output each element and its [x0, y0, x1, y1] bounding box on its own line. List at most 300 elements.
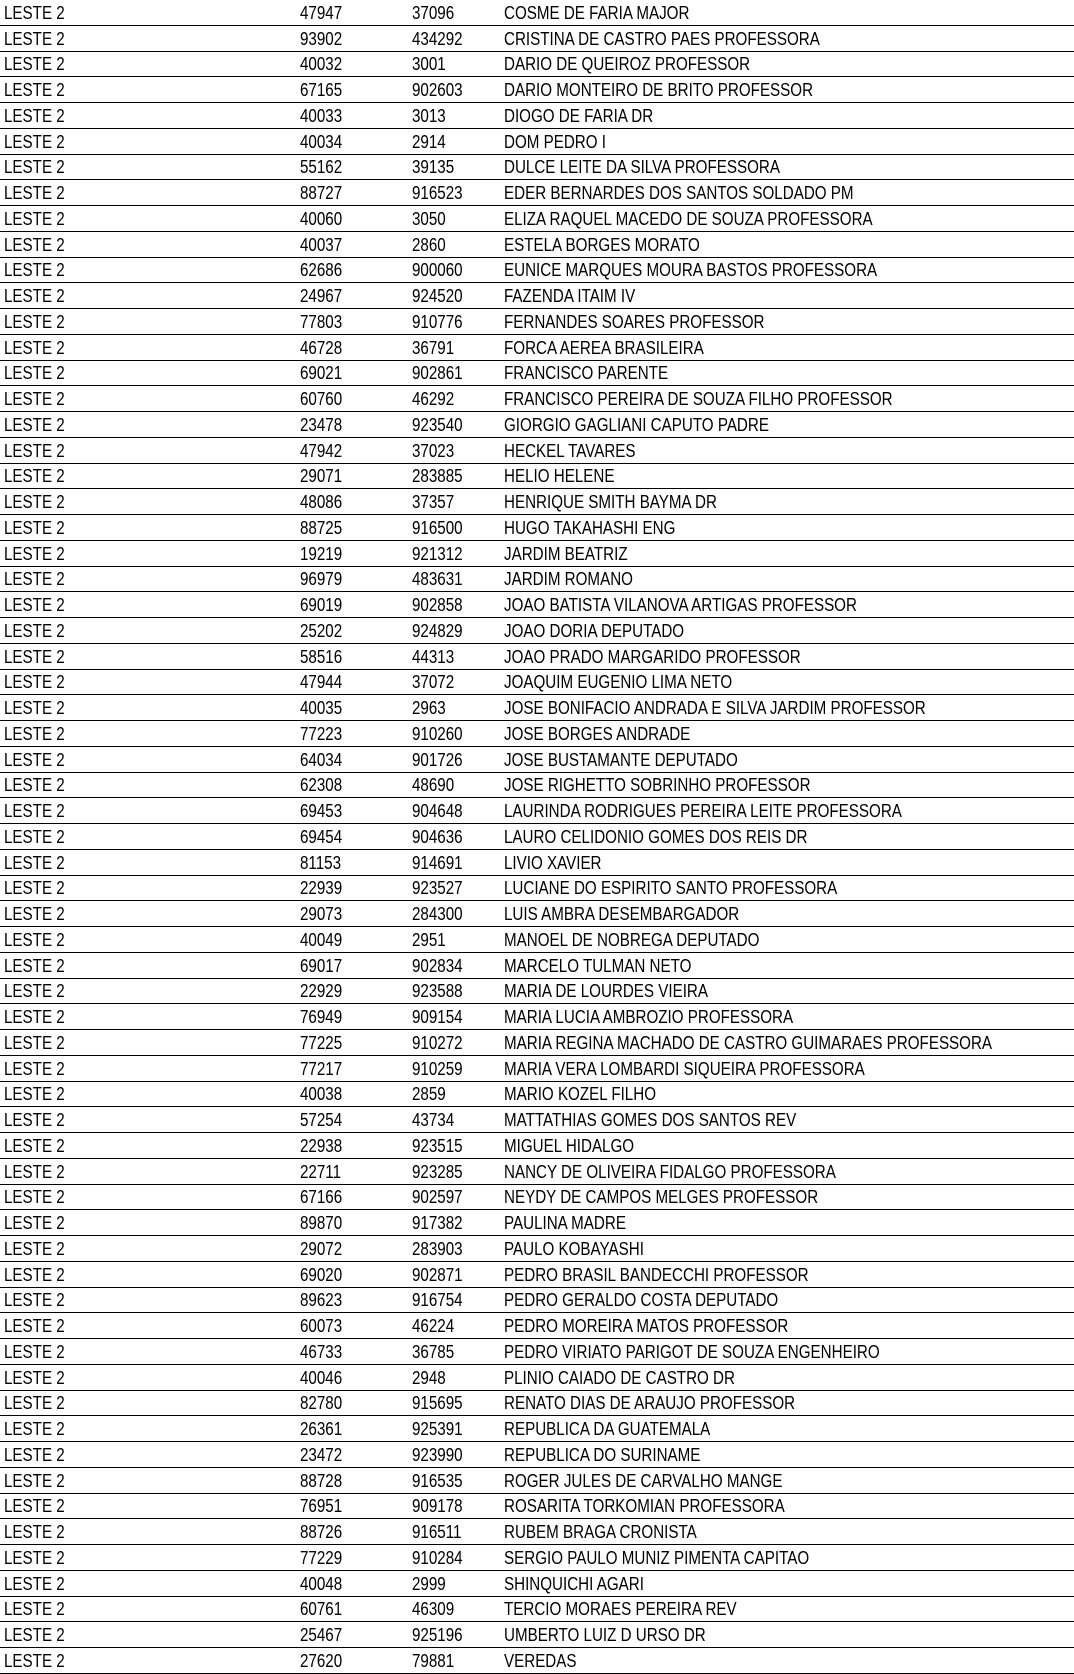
region-text: LESTE 2 [4, 903, 65, 925]
table-row [0, 1493, 1074, 1519]
school-name-cell [500, 1030, 1074, 1056]
region-cell [0, 1339, 296, 1365]
code-cell [296, 1081, 408, 1107]
code-cell [296, 334, 408, 360]
school-name-cell [500, 180, 1074, 206]
code-cell [296, 1390, 408, 1416]
school-name-cell [500, 0, 1074, 25]
id-cell [408, 180, 500, 206]
school-name-text: FRANCISCO PARENTE [504, 362, 669, 384]
table-row [0, 1081, 1074, 1107]
code-text: 82780 [300, 1392, 343, 1414]
id-text: 923540 [412, 413, 463, 435]
code-text: 24967 [300, 285, 343, 307]
region-cell [0, 463, 296, 489]
school-name-cell [500, 1622, 1074, 1648]
code-cell [296, 1313, 408, 1339]
code-cell [296, 463, 408, 489]
school-name-cell [500, 901, 1074, 927]
code-cell [296, 1236, 408, 1262]
school-name-cell [500, 309, 1074, 335]
table-row [0, 463, 1074, 489]
id-text: 48690 [412, 774, 455, 796]
code-text: 88728 [300, 1469, 343, 1491]
region-text: LESTE 2 [4, 1160, 65, 1182]
table-row [0, 901, 1074, 927]
region-cell [0, 360, 296, 386]
table-row [0, 927, 1074, 953]
id-text: 900060 [412, 259, 463, 281]
region-text: LESTE 2 [4, 388, 65, 410]
id-text: 915695 [412, 1392, 463, 1414]
code-cell [296, 231, 408, 257]
id-cell [408, 1493, 500, 1519]
school-name-cell [500, 103, 1074, 129]
id-text: 923588 [412, 980, 463, 1002]
school-name-text: ROSARITA TORKOMIAN PROFESSORA [504, 1495, 785, 1517]
school-name-text: MARIA REGINA MACHADO DE CASTRO GUIMARAES PROFESSORA [504, 1031, 993, 1053]
school-name-text: JOAO PRADO MARGARIDO PROFESSOR [504, 645, 801, 667]
id-cell [408, 437, 500, 463]
code-text: 67166 [300, 1186, 343, 1208]
code-cell [296, 798, 408, 824]
id-text: 916535 [412, 1469, 463, 1491]
school-name-cell [500, 386, 1074, 412]
region-cell [0, 1416, 296, 1442]
table-row [0, 721, 1074, 747]
region-cell [0, 489, 296, 515]
school-name-cell [500, 154, 1074, 180]
code-cell [296, 1493, 408, 1519]
id-text: 902597 [412, 1186, 463, 1208]
code-text: 29072 [300, 1237, 343, 1259]
code-text: 27620 [300, 1649, 343, 1671]
school-name-cell [500, 927, 1074, 953]
code-text: 26361 [300, 1418, 343, 1440]
region-text: LESTE 2 [4, 233, 65, 255]
school-name-text: SHINQUICHI AGARI [504, 1572, 644, 1594]
code-text: 40035 [300, 697, 343, 719]
id-cell [408, 1570, 500, 1596]
code-text: 40033 [300, 104, 343, 126]
code-text: 76949 [300, 1006, 343, 1028]
code-text: 19219 [300, 542, 343, 564]
id-cell [408, 643, 500, 669]
code-text: 88725 [300, 516, 343, 538]
code-cell [296, 1133, 408, 1159]
id-cell [408, 1545, 500, 1571]
school-name-text: UMBERTO LUIZ D URSO DR [504, 1624, 706, 1646]
region-text: LESTE 2 [4, 27, 65, 49]
region-text: LESTE 2 [4, 1289, 65, 1311]
region-cell [0, 901, 296, 927]
region-text: LESTE 2 [4, 182, 65, 204]
school-name-text: PLINIO CAIADO DE CASTRO DR [504, 1366, 735, 1388]
school-name-text: MARCELO TULMAN NETO [504, 954, 692, 976]
code-cell [296, 592, 408, 618]
school-name-text: LAURINDA RODRIGUES PEREIRA LEITE PROFESSORA [504, 800, 902, 822]
table-row [0, 669, 1074, 695]
table-row [0, 334, 1074, 360]
id-text: 914691 [412, 851, 463, 873]
school-name-cell [500, 77, 1074, 103]
school-name-cell [500, 1004, 1074, 1030]
code-text: 22938 [300, 1134, 343, 1156]
region-text: LESTE 2 [4, 516, 65, 538]
school-name-cell [500, 231, 1074, 257]
region-text: LESTE 2 [4, 722, 65, 744]
id-text: 923527 [412, 877, 463, 899]
school-name-cell [500, 695, 1074, 721]
code-cell [296, 437, 408, 463]
school-name-cell [500, 1133, 1074, 1159]
region-text: LESTE 2 [4, 1315, 65, 1337]
code-text: 76951 [300, 1495, 343, 1517]
school-name-text: JOAO DORIA DEPUTADO [504, 619, 685, 641]
table-row [0, 875, 1074, 901]
school-name-text: HECKEL TAVARES [504, 439, 636, 461]
table-row [0, 1133, 1074, 1159]
school-name-cell [500, 128, 1074, 154]
code-text: 89623 [300, 1289, 343, 1311]
id-text: 910284 [412, 1546, 463, 1568]
code-cell [296, 1648, 408, 1674]
id-text: 2951 [412, 928, 446, 950]
region-text: LESTE 2 [4, 1, 65, 23]
id-cell [408, 128, 500, 154]
region-cell [0, 1030, 296, 1056]
code-cell [296, 1107, 408, 1133]
code-cell [296, 1004, 408, 1030]
school-name-text: NANCY DE OLIVEIRA FIDALGO PROFESSORA [504, 1160, 836, 1182]
id-text: 2948 [412, 1366, 446, 1388]
id-cell [408, 360, 500, 386]
region-cell [0, 1364, 296, 1390]
table-row [0, 128, 1074, 154]
code-cell [296, 1570, 408, 1596]
table-row [0, 746, 1074, 772]
region-text: LESTE 2 [4, 1083, 65, 1105]
school-name-text: JOSE BUSTAMANTE DEPUTADO [504, 748, 738, 770]
table-row [0, 1055, 1074, 1081]
table-row [0, 592, 1074, 618]
id-cell [408, 1133, 500, 1159]
region-cell [0, 875, 296, 901]
code-text: 23472 [300, 1443, 343, 1465]
region-text: LESTE 2 [4, 259, 65, 281]
school-name-text: EDER BERNARDES DOS SANTOS SOLDADO PM [504, 182, 854, 204]
code-text: 40046 [300, 1366, 343, 1388]
school-name-text: TERCIO MORAES PEREIRA REV [504, 1598, 737, 1620]
code-text: 60073 [300, 1315, 343, 1337]
table-row [0, 952, 1074, 978]
region-text: LESTE 2 [4, 1237, 65, 1259]
region-cell [0, 334, 296, 360]
code-text: 69017 [300, 954, 343, 976]
school-name-cell [500, 360, 1074, 386]
id-text: 3001 [412, 53, 446, 75]
region-text: LESTE 2 [4, 1134, 65, 1156]
table-row [0, 103, 1074, 129]
code-text: 47944 [300, 671, 343, 693]
table-row [0, 515, 1074, 541]
region-cell [0, 746, 296, 772]
code-text: 67165 [300, 79, 343, 101]
code-text: 47942 [300, 439, 343, 461]
id-cell [408, 1030, 500, 1056]
region-text: LESTE 2 [4, 465, 65, 487]
id-text: 909178 [412, 1495, 463, 1517]
school-name-text: EUNICE MARQUES MOURA BASTOS PROFESSORA [504, 259, 878, 281]
table-row [0, 206, 1074, 232]
code-text: 88726 [300, 1521, 343, 1543]
region-text: LESTE 2 [4, 1598, 65, 1620]
code-text: 77229 [300, 1546, 343, 1568]
id-text: 2860 [412, 233, 446, 255]
school-name-text: LAURO CELIDONIO GOMES DOS REIS DR [504, 825, 808, 847]
code-text: 62686 [300, 259, 343, 281]
region-cell [0, 1493, 296, 1519]
id-cell [408, 824, 500, 850]
code-cell [296, 489, 408, 515]
code-cell [296, 1261, 408, 1287]
region-cell [0, 180, 296, 206]
code-cell [296, 515, 408, 541]
code-text: 69019 [300, 594, 343, 616]
code-text: 40037 [300, 233, 343, 255]
code-cell [296, 1545, 408, 1571]
id-cell [408, 978, 500, 1004]
school-name-cell [500, 1545, 1074, 1571]
id-text: 283903 [412, 1237, 463, 1259]
region-text: LESTE 2 [4, 1109, 65, 1131]
id-cell [408, 1364, 500, 1390]
id-cell [408, 618, 500, 644]
id-text: 924829 [412, 619, 463, 641]
school-name-cell [500, 978, 1074, 1004]
region-text: LESTE 2 [4, 1186, 65, 1208]
code-text: 25467 [300, 1624, 343, 1646]
school-name-text: DULCE LEITE DA SILVA PROFESSORA [504, 156, 780, 178]
id-text: 37072 [412, 671, 455, 693]
school-name-cell [500, 51, 1074, 77]
code-cell [296, 824, 408, 850]
code-text: 40060 [300, 207, 343, 229]
table-row [0, 386, 1074, 412]
school-name-text: MANOEL DE NOBREGA DEPUTADO [504, 928, 760, 950]
id-cell [408, 231, 500, 257]
school-name-cell [500, 592, 1074, 618]
id-cell [408, 25, 500, 51]
id-text: 910272 [412, 1031, 463, 1053]
region-text: LESTE 2 [4, 1057, 65, 1079]
table-row [0, 772, 1074, 798]
region-cell [0, 1622, 296, 1648]
id-cell [408, 695, 500, 721]
code-cell [296, 0, 408, 25]
table-row [0, 1261, 1074, 1287]
region-cell [0, 0, 296, 25]
id-text: 921312 [412, 542, 463, 564]
code-cell [296, 1339, 408, 1365]
region-text: LESTE 2 [4, 877, 65, 899]
region-cell [0, 1158, 296, 1184]
code-text: 77803 [300, 310, 343, 332]
code-cell [296, 1055, 408, 1081]
region-text: LESTE 2 [4, 104, 65, 126]
id-cell [408, 283, 500, 309]
id-cell [408, 1442, 500, 1468]
code-cell [296, 412, 408, 438]
id-text: 2859 [412, 1083, 446, 1105]
id-text: 923285 [412, 1160, 463, 1182]
school-name-cell [500, 1158, 1074, 1184]
region-text: LESTE 2 [4, 130, 65, 152]
school-name-cell [500, 1390, 1074, 1416]
code-text: 47947 [300, 1, 343, 23]
region-text: LESTE 2 [4, 1572, 65, 1594]
school-name-text: PEDRO VIRIATO PARIGOT DE SOUZA ENGENHEIRO [504, 1340, 880, 1362]
id-cell [408, 1622, 500, 1648]
id-cell [408, 206, 500, 232]
id-text: 917382 [412, 1212, 463, 1234]
school-name-text: PEDRO BRASIL BANDECCHI PROFESSOR [504, 1263, 809, 1285]
region-cell [0, 1519, 296, 1545]
table-row [0, 1313, 1074, 1339]
code-cell [296, 772, 408, 798]
code-cell [296, 1596, 408, 1622]
region-text: LESTE 2 [4, 1418, 65, 1440]
code-text: 62308 [300, 774, 343, 796]
id-cell [408, 1390, 500, 1416]
id-cell [408, 1416, 500, 1442]
table-row [0, 257, 1074, 283]
id-text: 284300 [412, 903, 463, 925]
id-text: 434292 [412, 27, 463, 49]
id-text: 925196 [412, 1624, 463, 1646]
school-name-text: PAULO KOBAYASHI [504, 1237, 644, 1259]
id-cell [408, 927, 500, 953]
code-text: 69454 [300, 825, 343, 847]
school-name-cell [500, 1261, 1074, 1287]
code-text: 22929 [300, 980, 343, 1002]
table-row [0, 566, 1074, 592]
region-cell [0, 51, 296, 77]
region-text: LESTE 2 [4, 1263, 65, 1285]
table-row [0, 1030, 1074, 1056]
region-cell [0, 1390, 296, 1416]
school-name-text: DARIO DE QUEIROZ PROFESSOR [504, 53, 751, 75]
school-name-text: MARIA VERA LOMBARDI SIQUEIRA PROFESSORA [504, 1057, 865, 1079]
school-name-text: NEYDY DE CAMPOS MELGES PROFESSOR [504, 1186, 819, 1208]
table-row [0, 798, 1074, 824]
school-name-text: JOSE RIGHETTO SOBRINHO PROFESSOR [504, 774, 811, 796]
region-cell [0, 798, 296, 824]
school-name-cell [500, 849, 1074, 875]
region-cell [0, 283, 296, 309]
school-name-cell [500, 1364, 1074, 1390]
region-cell [0, 1261, 296, 1287]
id-cell [408, 746, 500, 772]
school-name-cell [500, 1596, 1074, 1622]
id-text: 283885 [412, 465, 463, 487]
code-cell [296, 875, 408, 901]
school-name-cell [500, 1442, 1074, 1468]
region-cell [0, 772, 296, 798]
id-cell [408, 154, 500, 180]
region-text: LESTE 2 [4, 439, 65, 461]
region-cell [0, 540, 296, 566]
id-text: 902858 [412, 594, 463, 616]
region-cell [0, 566, 296, 592]
code-text: 58516 [300, 645, 343, 667]
id-cell [408, 1236, 500, 1262]
school-name-text: PEDRO GERALDO COSTA DEPUTADO [504, 1289, 779, 1311]
id-text: 902861 [412, 362, 463, 384]
id-cell [408, 1107, 500, 1133]
region-text: LESTE 2 [4, 671, 65, 693]
id-cell [408, 257, 500, 283]
id-text: 925391 [412, 1418, 463, 1440]
region-text: LESTE 2 [4, 207, 65, 229]
code-text: 40048 [300, 1572, 343, 1594]
region-cell [0, 154, 296, 180]
school-name-cell [500, 1648, 1074, 1674]
code-text: 69021 [300, 362, 343, 384]
id-cell [408, 1184, 500, 1210]
id-text: 901726 [412, 748, 463, 770]
code-cell [296, 1622, 408, 1648]
region-text: LESTE 2 [4, 1031, 65, 1053]
table-row [0, 1184, 1074, 1210]
code-text: 29073 [300, 903, 343, 925]
region-text: LESTE 2 [4, 79, 65, 101]
table-row [0, 695, 1074, 721]
table-row [0, 1107, 1074, 1133]
id-text: 37096 [412, 1, 455, 23]
id-text: 79881 [412, 1649, 455, 1671]
region-text: LESTE 2 [4, 954, 65, 976]
table-row [0, 1596, 1074, 1622]
school-name-cell [500, 1287, 1074, 1313]
id-cell [408, 412, 500, 438]
school-name-cell [500, 1570, 1074, 1596]
code-text: 40049 [300, 928, 343, 950]
table-row [0, 154, 1074, 180]
school-name-text: JOAO BATISTA VILANOVA ARTIGAS PROFESSOR [504, 594, 857, 616]
region-text: LESTE 2 [4, 1649, 65, 1671]
code-cell [296, 360, 408, 386]
id-text: 483631 [412, 568, 463, 590]
region-cell [0, 1133, 296, 1159]
code-cell [296, 103, 408, 129]
region-cell [0, 257, 296, 283]
id-cell [408, 515, 500, 541]
school-name-text: LUIS AMBRA DESEMBARGADOR [504, 903, 740, 925]
school-name-text: MARIA DE LOURDES VIEIRA [504, 980, 709, 1002]
table-row [0, 1648, 1074, 1674]
id-cell [408, 849, 500, 875]
id-cell [408, 540, 500, 566]
region-cell [0, 1210, 296, 1236]
id-cell [408, 1158, 500, 1184]
table-row [0, 1442, 1074, 1468]
region-cell [0, 849, 296, 875]
code-cell [296, 180, 408, 206]
region-cell [0, 695, 296, 721]
id-cell [408, 77, 500, 103]
code-cell [296, 1442, 408, 1468]
